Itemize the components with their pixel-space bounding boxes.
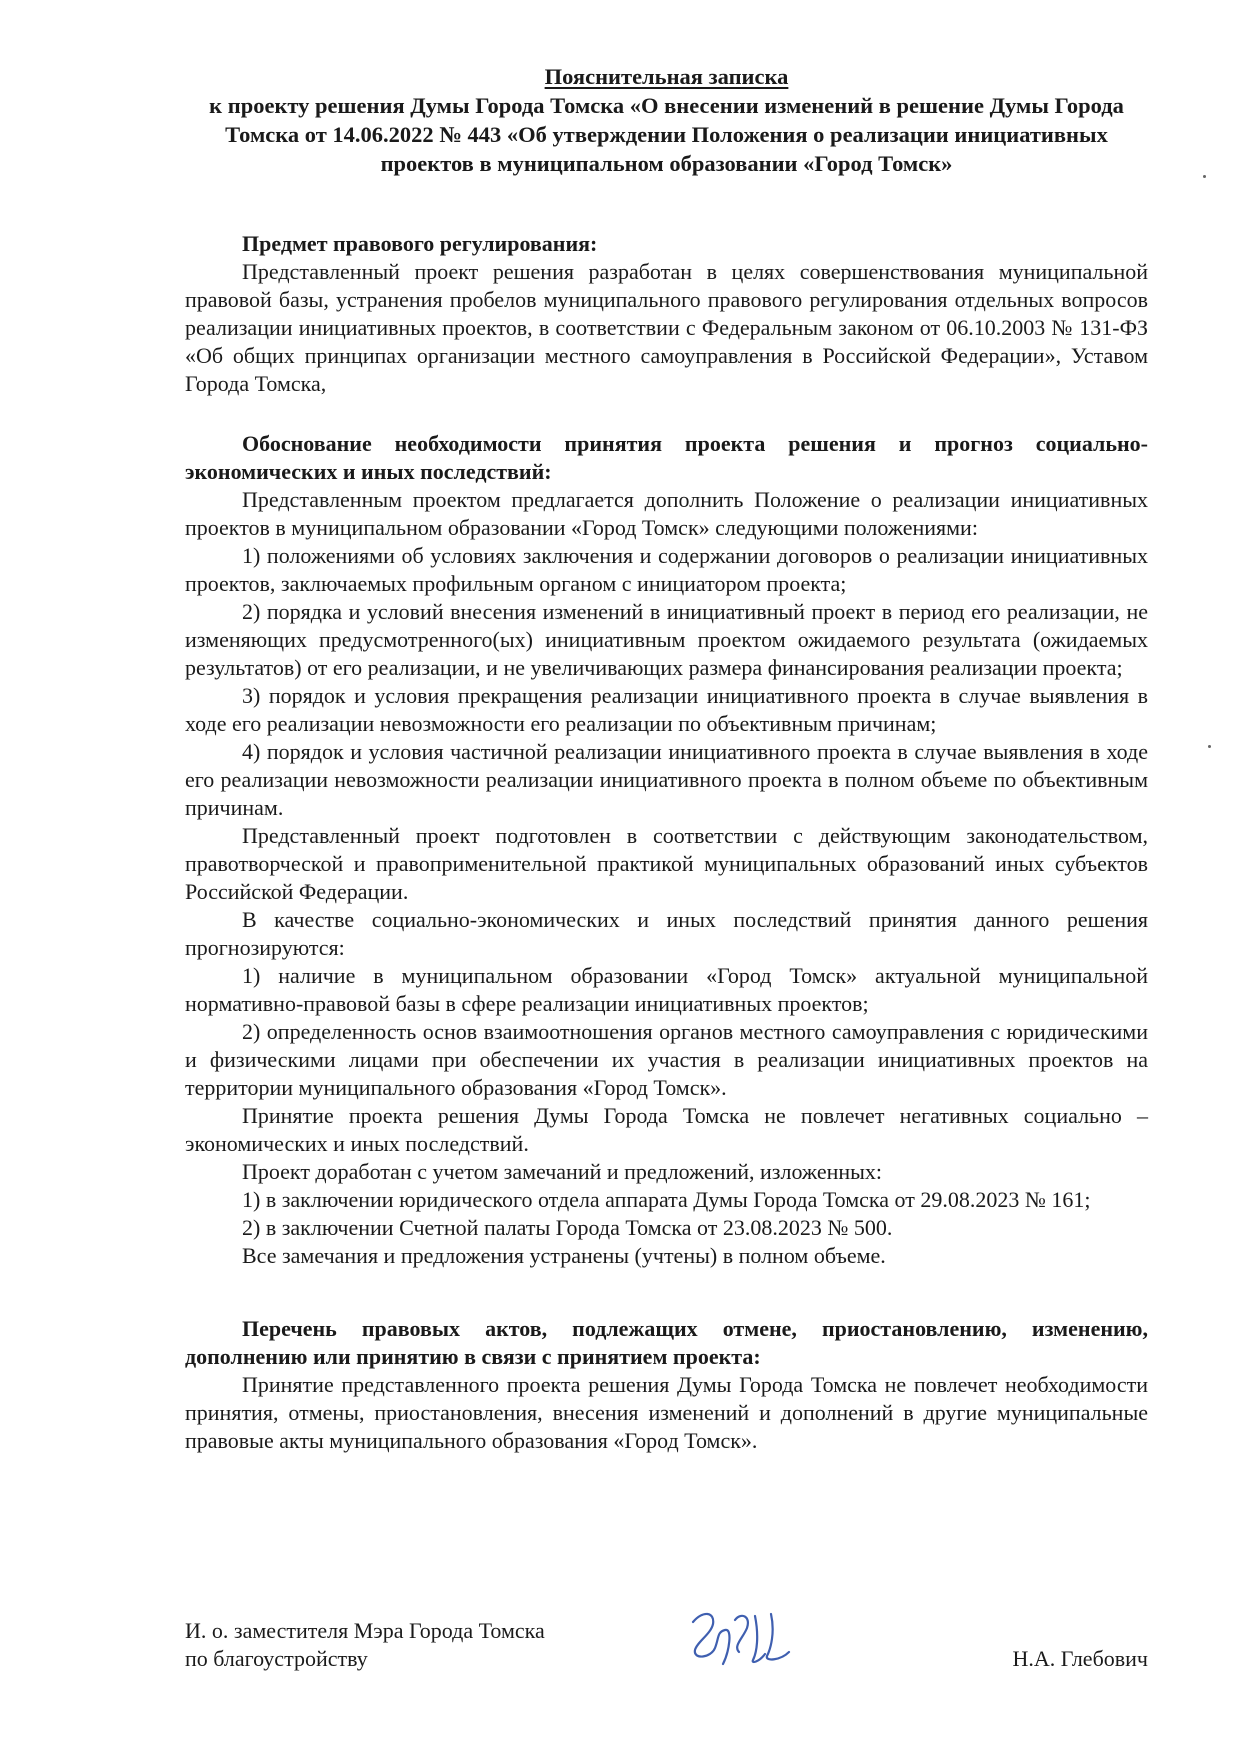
list-item: 2) порядка и условий внесения изменений в инициативный проект в период его реализации, не изменяющих предусмотренного(ых) инициативным проектом ожидаемого результата (ожидаемых результатов) от его реализации, и не увеличивающих размера финансирования реализации проекта;: [185, 599, 1148, 680]
section-2-heading: Обоснование необходимости принятия проекта решения и прогноз социально-экономических и иных последствий:: [185, 431, 1148, 484]
section-2-paragraph-2: Представленный проект подготовлен в соответствии с действующим законодательством, правотворческой и правоприменительной практикой муниципальных образований иных субъектов Российской Федерации.: [185, 823, 1148, 904]
list-item: 4) порядок и условия частичной реализации инициативного проекта в случае выявления в ходе его реализации невозможности реализации инициативного проекта в полном объеме по объективным причинам.: [185, 739, 1148, 820]
signatory-position: И. о. заместителя Мэра Города Томска: [185, 1618, 545, 1643]
scan-speck: [1203, 175, 1206, 178]
section-2-paragraph-4: Принятие проекта решения Думы Города Томска не повлечет негативных социально – экономических и иных последствий.: [185, 1103, 1148, 1156]
scan-speck: [1208, 745, 1211, 748]
section-2-paragraph-3: В качестве социально-экономических и иных последствий принятия данного решения прогнозируются:: [185, 907, 1148, 960]
section-2-paragraph-6: Все замечания и предложения устранены (учтены) в полном объеме.: [242, 1243, 886, 1268]
section-3-paragraph: Принятие представленного проекта решения Думы Города Томска не повлечет необходимости принятия, отмены, приостановления, внесения изменений и дополнений в другие муниципальные правовые акты муниципального образования «Город Томск».: [185, 1372, 1148, 1453]
section-2-paragraph-5: Проект доработан с учетом замечаний и предложений, изложенных:: [242, 1159, 883, 1184]
signature-block: [185, 1617, 1148, 1697]
signatory-position-2: по благоустройству: [185, 1646, 368, 1671]
title-line-1: Пояснительная записка: [544, 64, 789, 89]
consequence-item: 2) определенность основ взаимоотношения органов местного самоуправления с юридическими и физическими лицами при обеспечении их участия в реализации инициативных проектов на территории муниципального образования «Город Томск».: [185, 1019, 1148, 1100]
remark-item: 1) в заключении юридического отдела аппарата Думы Города Томска от 29.08.2023 № 161;: [242, 1187, 1091, 1212]
section-2-intro: Представленным проектом предлагается дополнить Положение о реализации инициативных проектов в муниципальном образовании «Город Томск» следующими положениями:: [185, 487, 1148, 540]
remark-item: 2) в заключении Счетной палаты Города Томска от 23.08.2023 № 500.: [242, 1215, 893, 1240]
signatory-name: Н.А. Глебович: [1012, 1646, 1148, 1671]
title-subject: к проекту решения Думы Города Томска «О внесении изменений в решение Думы Города Томска от 14.06.2022 № 443 «Об утверждении Положения о реализации инициативных проектов в муниципальном образовании «Город Томск»: [209, 93, 1124, 176]
document-title: [185, 62, 1148, 178]
consequence-item: 1) наличие в муниципальном образовании «Город Томск» актуальной муниципальной нормативно-правовой базы в сфере реализации инициативных проектов;: [185, 963, 1148, 1016]
section-1-paragraph: Представленный проект решения разработан в целях совершенствования муниципальной правовой базы, устранения пробелов муниципального правового регулирования отдельных вопросов реализации инициативных проектов, в соответствии с Федеральным законом от 06.10.2003 № 131-ФЗ «Об общих принципах организации местного самоуправления в Российской Федерации», Уставом Города Томска,: [185, 259, 1148, 396]
handwritten-signature-icon: [685, 1602, 805, 1682]
document-body: [185, 62, 1148, 1455]
list-item: 1) положениями об условиях заключения и содержании договоров о реализации инициативных проектов, заключаемых профильным органом с инициатором проекта;: [185, 543, 1148, 596]
section-3-heading: Перечень правовых актов, подлежащих отмене, приостановлению, изменению, дополнению или принятию в связи с принятием проекта:: [185, 1316, 1148, 1369]
section-1-heading: Предмет правового регулирования:: [242, 231, 598, 256]
list-item: 3) порядок и условия прекращения реализации инициативного проекта в случае выявления в ходе его реализации невозможности его реализации по объективным причинам;: [185, 683, 1148, 736]
